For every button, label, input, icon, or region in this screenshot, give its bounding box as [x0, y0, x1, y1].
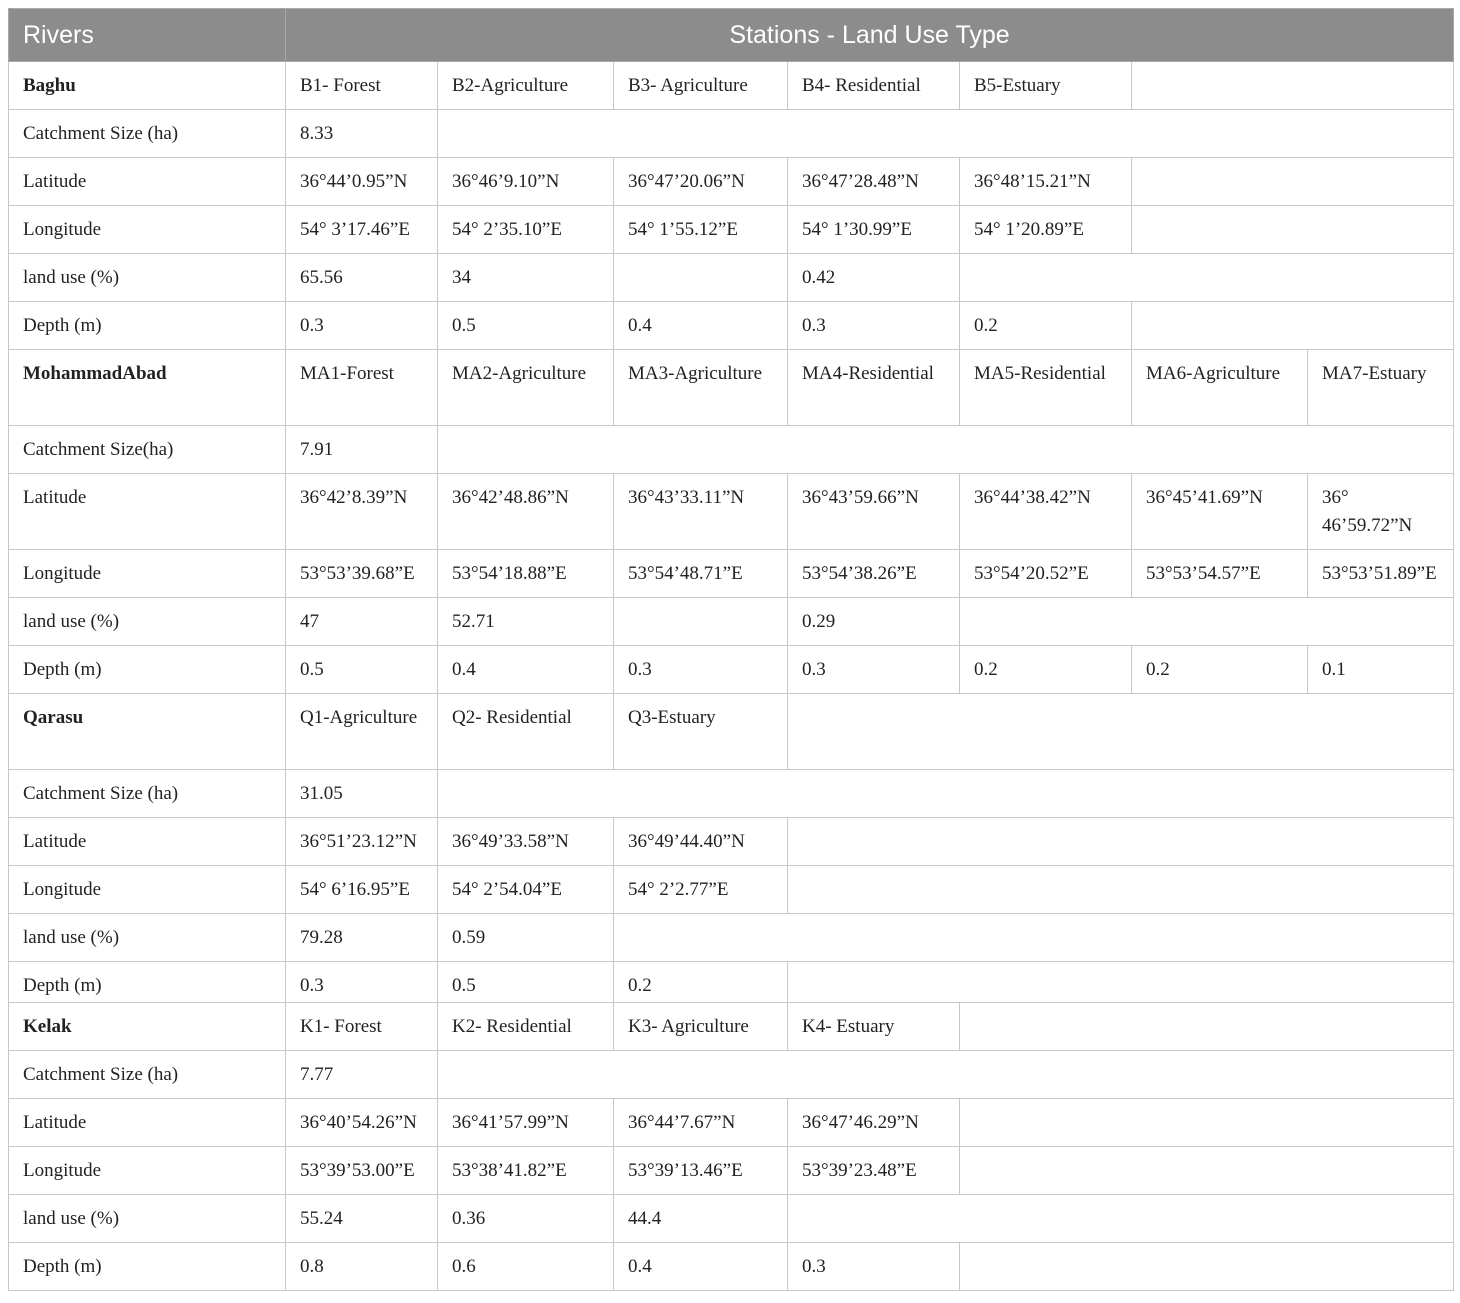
catchment-row — [9, 770, 1454, 818]
depth-cell: 0.5 — [438, 962, 614, 1003]
longitude-cell: 53°54’38.26”E — [788, 550, 960, 598]
catchment-value: 31.05 — [286, 770, 438, 818]
station-cell: K3- Agriculture — [614, 1003, 788, 1051]
landuse-cell: 79.28 — [286, 914, 438, 962]
river-row-qarasu — [9, 694, 1454, 770]
depth-cell: 0.2 — [614, 962, 788, 1003]
latitude-cell: 36°51’23.12”N — [286, 818, 438, 866]
row-label: Latitude — [9, 158, 286, 206]
river-row-kelak — [9, 1003, 1454, 1051]
depth-cell: 0.1 — [1308, 646, 1454, 694]
empty-cell — [1132, 206, 1454, 254]
empty-cell — [438, 426, 1454, 474]
station-cell: K4- Estuary — [788, 1003, 960, 1051]
catchment-value: 7.77 — [286, 1051, 438, 1099]
longitude-cell: 53°39’23.48”E — [788, 1147, 960, 1195]
longitude-cell: 54° 6’16.95”E — [286, 866, 438, 914]
longitude-row — [9, 206, 1454, 254]
empty-cell — [960, 254, 1454, 302]
latitude-cell: 36°42’8.39”N — [286, 474, 438, 550]
empty-cell — [960, 1099, 1454, 1147]
latitude-cell: 36°47’20.06”N — [614, 158, 788, 206]
catchment-row — [9, 1051, 1454, 1099]
latitude-row — [9, 158, 1454, 206]
empty-cell — [788, 694, 1454, 770]
station-cell: MA1-Forest — [286, 350, 438, 426]
table-container — [8, 8, 1453, 1291]
depth-cell: 0.3 — [788, 302, 960, 350]
longitude-cell: 54° 1’30.99”E — [788, 206, 960, 254]
latitude-cell: 36°43’33.11”N — [614, 474, 788, 550]
river-row-baghu — [9, 62, 1454, 110]
empty-cell — [1132, 302, 1454, 350]
landuse-cell: 0.42 — [788, 254, 960, 302]
row-label: Catchment Size (ha) — [9, 1051, 286, 1099]
depth-cell: 0.2 — [1132, 646, 1308, 694]
latitude-cell: 36°44’0.95”N — [286, 158, 438, 206]
empty-cell — [614, 914, 1454, 962]
stations-table — [8, 8, 1454, 1291]
row-label: Depth (m) — [9, 962, 286, 1003]
row-label: Depth (m) — [9, 1243, 286, 1291]
station-cell: B4- Residential — [788, 62, 960, 110]
empty-cell — [788, 866, 1454, 914]
depth-cell: 0.5 — [438, 302, 614, 350]
landuse-cell: 0.36 — [438, 1195, 614, 1243]
row-label: Longitude — [9, 550, 286, 598]
landuse-row — [9, 598, 1454, 646]
latitude-cell: 36°44’7.67”N — [614, 1099, 788, 1147]
latitude-row — [9, 474, 1454, 550]
river-name: Kelak — [9, 1003, 286, 1051]
empty-cell — [1132, 158, 1454, 206]
latitude-cell: 36°40’54.26”N — [286, 1099, 438, 1147]
depth-cell: 0.3 — [614, 646, 788, 694]
longitude-row — [9, 1147, 1454, 1195]
station-cell: MA6-Agriculture — [1132, 350, 1308, 426]
depth-cell: 0.3 — [788, 646, 960, 694]
latitude-cell: 36°47’46.29”N — [788, 1099, 960, 1147]
row-label: Latitude — [9, 1099, 286, 1147]
river-name: Qarasu — [9, 694, 286, 770]
depth-cell: 0.4 — [614, 1243, 788, 1291]
station-cell: MA5-Residential — [960, 350, 1132, 426]
depth-row — [9, 962, 1454, 1003]
catchment-row — [9, 110, 1454, 158]
depth-row — [9, 1243, 1454, 1291]
depth-cell: 0.2 — [960, 646, 1132, 694]
latitude-cell: 36°49’33.58”N — [438, 818, 614, 866]
landuse-cell: 34 — [438, 254, 614, 302]
row-label: land use (%) — [9, 598, 286, 646]
header-stations: Stations - Land Use Type — [286, 9, 1454, 62]
empty-cell — [438, 110, 1454, 158]
depth-cell: 0.3 — [286, 962, 438, 1003]
latitude-cell: 36°49’44.40”N — [614, 818, 788, 866]
station-cell: B3- Agriculture — [614, 62, 788, 110]
landuse-cell: 44.4 — [614, 1195, 788, 1243]
longitude-cell: 53°53’51.89”E — [1308, 550, 1454, 598]
depth-cell: 0.3 — [286, 302, 438, 350]
catchment-value: 7.91 — [286, 426, 438, 474]
longitude-cell: 53°53’54.57”E — [1132, 550, 1308, 598]
latitude-cell: 36°43’59.66”N — [788, 474, 960, 550]
station-cell: B2-Agriculture — [438, 62, 614, 110]
station-cell: MA4-Residential — [788, 350, 960, 426]
header-rivers: Rivers — [9, 9, 286, 62]
station-cell: K1- Forest — [286, 1003, 438, 1051]
empty-cell — [960, 1243, 1454, 1291]
river-name: Baghu — [9, 62, 286, 110]
row-label: land use (%) — [9, 254, 286, 302]
landuse-cell: 0.59 — [438, 914, 614, 962]
longitude-cell: 54° 2’2.77”E — [614, 866, 788, 914]
catchment-row — [9, 426, 1454, 474]
longitude-cell: 53°39’13.46”E — [614, 1147, 788, 1195]
latitude-cell: 36°45’41.69”N — [1132, 474, 1308, 550]
depth-cell: 0.4 — [614, 302, 788, 350]
station-cell: Q1-Agriculture — [286, 694, 438, 770]
longitude-cell: 53°54’20.52”E — [960, 550, 1132, 598]
empty-cell — [960, 1003, 1454, 1051]
depth-cell: 0.3 — [788, 1243, 960, 1291]
empty-cell — [438, 1051, 1454, 1099]
landuse-cell: 47 — [286, 598, 438, 646]
row-label: Catchment Size (ha) — [9, 110, 286, 158]
depth-cell: 0.6 — [438, 1243, 614, 1291]
empty-cell — [788, 1195, 1454, 1243]
longitude-cell: 53°54’18.88”E — [438, 550, 614, 598]
station-cell: K2- Residential — [438, 1003, 614, 1051]
empty-cell — [1132, 62, 1454, 110]
river-row-mohammadabad — [9, 350, 1454, 426]
longitude-cell: 53°54’48.71”E — [614, 550, 788, 598]
depth-cell: 0.8 — [286, 1243, 438, 1291]
longitude-cell: 54° 2’54.04”E — [438, 866, 614, 914]
landuse-cell: 52.71 — [438, 598, 614, 646]
longitude-row — [9, 550, 1454, 598]
station-cell: MA3-Agriculture — [614, 350, 788, 426]
landuse-cell: 0.29 — [788, 598, 960, 646]
landuse-cell: 55.24 — [286, 1195, 438, 1243]
row-label: Catchment Size(ha) — [9, 426, 286, 474]
longitude-cell: 54° 2’35.10”E — [438, 206, 614, 254]
landuse-row — [9, 254, 1454, 302]
latitude-cell: 36° 46’59.72”N — [1308, 474, 1454, 550]
longitude-cell: 53°39’53.00”E — [286, 1147, 438, 1195]
landuse-cell: 65.56 — [286, 254, 438, 302]
station-cell: MA7-Estuary — [1308, 350, 1454, 426]
latitude-row — [9, 1099, 1454, 1147]
latitude-cell: 36°48’15.21”N — [960, 158, 1132, 206]
catchment-value: 8.33 — [286, 110, 438, 158]
empty-cell — [788, 962, 1454, 1003]
row-label: Longitude — [9, 1147, 286, 1195]
empty-cell — [438, 770, 1454, 818]
station-cell: B5-Estuary — [960, 62, 1132, 110]
longitude-row — [9, 866, 1454, 914]
latitude-cell: 36°46’9.10”N — [438, 158, 614, 206]
station-cell: Q2- Residential — [438, 694, 614, 770]
row-label: Latitude — [9, 474, 286, 550]
station-cell: Q3-Estuary — [614, 694, 788, 770]
row-label: Longitude — [9, 206, 286, 254]
longitude-cell: 54° 3’17.46”E — [286, 206, 438, 254]
station-cell: B1- Forest — [286, 62, 438, 110]
depth-cell: 0.5 — [286, 646, 438, 694]
row-label: land use (%) — [9, 914, 286, 962]
river-name: MohammadAbad — [9, 350, 286, 426]
depth-cell: 0.2 — [960, 302, 1132, 350]
longitude-cell: 53°38’41.82”E — [438, 1147, 614, 1195]
landuse-cell — [614, 254, 788, 302]
row-label: Depth (m) — [9, 302, 286, 350]
header-row — [9, 9, 1454, 62]
depth-row — [9, 646, 1454, 694]
landuse-cell — [614, 598, 788, 646]
row-label: Depth (m) — [9, 646, 286, 694]
empty-cell — [960, 1147, 1454, 1195]
longitude-cell: 53°53’39.68”E — [286, 550, 438, 598]
row-label: Latitude — [9, 818, 286, 866]
row-label: land use (%) — [9, 1195, 286, 1243]
empty-cell — [788, 818, 1454, 866]
latitude-cell: 36°47’28.48”N — [788, 158, 960, 206]
longitude-cell: 54° 1’20.89”E — [960, 206, 1132, 254]
landuse-row — [9, 914, 1454, 962]
latitude-cell: 36°41’57.99”N — [438, 1099, 614, 1147]
depth-cell: 0.4 — [438, 646, 614, 694]
empty-cell — [960, 598, 1454, 646]
latitude-cell: 36°42’48.86”N — [438, 474, 614, 550]
station-cell: MA2-Agriculture — [438, 350, 614, 426]
row-label: Longitude — [9, 866, 286, 914]
latitude-cell: 36°44’38.42”N — [960, 474, 1132, 550]
longitude-cell: 54° 1’55.12”E — [614, 206, 788, 254]
depth-row — [9, 302, 1454, 350]
row-label: Catchment Size (ha) — [9, 770, 286, 818]
landuse-row — [9, 1195, 1454, 1243]
latitude-row — [9, 818, 1454, 866]
